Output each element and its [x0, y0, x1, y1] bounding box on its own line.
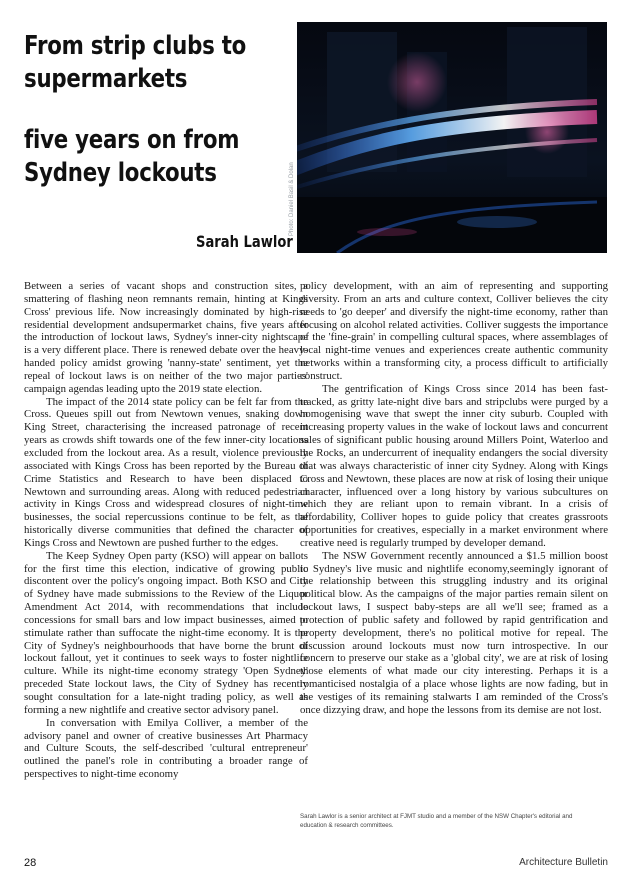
body-paragraph: In conversation with Emilya Colliver, a member of the advisory panel and owner of creative businesses Art Pharmacy and Culture Scouts, the self-described 'cultural entrepreneur' outlined the panel's role in contributing a broader range of perspectives to night-time economy — [24, 716, 308, 781]
title-line-1: From strip clubs to — [24, 31, 247, 61]
article-column-left — [24, 280, 308, 781]
author-byline: Sarah Lawlor — [196, 232, 293, 251]
article-column-right — [300, 280, 608, 717]
title-gap — [24, 96, 245, 124]
body-paragraph: The NSW Government recently announced a $1.5 million boost to Sydney's live music and nightlife economy,seemingly ignorant of the relationship between this struggling industry and its original political blow. As the campaigns of the major parties remain silent on lockout laws, I suspect baby-steps are all we'll see; framed as a protection of public safety and followed by rapid gentrification and property development, there's no political motive for repeal. The discussion around lockouts must now turn introspective. In our concern to preserve our stake as a 'global city', we are at risk of losing those elements of what made our city interesting. Perhaps it is a romanticised nostalgia of a place whose lights are now fading, but in the vestiges of its remaining stalwarts I am reminded of the Cross's once dizzying draw, and hope the lessons from its demise are not lost. — [300, 549, 608, 716]
body-paragraph: The impact of the 2014 state policy can be felt far from the Cross. Queues spill out from Newtown venues, snaking down King Street, characterising the increased patronage of recent years as crowds shift towards one of the few inner-city locations excluded from the lockout area. As a result, violence previously associated with Kings Cross has been reported by the Bureau of Crime Statistics and Research to have been displaced to Newtown and surrounding areas. Along with reduced pedestrian activity in Kings Cross and widespread closures of night-time businesses, the social repercussions continue to be felt, as the historically diverse communities that defined the character of Kings Cross and Newtown are pushed further to the edges. — [24, 395, 308, 549]
subtitle-line-1: five years on from — [24, 125, 240, 155]
body-paragraph: policy development, with an aim of representing and supporting diversity. From an arts and culture context, Colliver believes the city needs to 'go deeper' and diversify the night-time economy, rather than focusing on alcohol related activities. Colliver suggests the importance of the 'fine-grain' in compelling cultural spaces, where assemblages of local night-time venues and experiences create authentic community networks within a transforming city, a process difficult to artificially construct. — [300, 280, 608, 382]
body-paragraph: The gentrification of Kings Cross since 2014 has been fast-tracked, as gritty late-night dive bars and stripclubs were purged by a homogenising wave that swept the inner city suburb. Coupled with increasing property values in the wake of lockout laws and concurrent sales of significant public housing around Millers Point, Waterloo and the Rocks, an undercurrent of inequality endangers the social diversity that was always characteristic of inner city Sydney. Along with Kings Cross and Newtown, these places are now at risk of losing their unique character, influenced over a long history by various subcultures on which they are reliant upon to remain vibrant. In a crisis of affordability, Colliver hopes to guide policy that creates grassroots opportunities for creatives, especially in a market environment where creative need is regularly trumped by developer demand. — [300, 382, 608, 549]
title-line-2: supermarkets — [24, 64, 188, 94]
article-title — [24, 30, 245, 190]
author-bio: Sarah Lawlor is a senior architect at FJMT studio and a member of the NSW Chapter's editorial and education & research committees. — [300, 813, 573, 829]
body-paragraph: The Keep Sydney Open party (KSO) will appear on ballots for the first time this election, indicative of growing public discontent over the policy's ongoing impact. Both KSO and City of Sydney have made submissions to the Review of the Liquor Amendment Act 2014, with recommendations that include concessions for small bars and low impact businesses, aimed to stimulate rather than suffocate the night-time economy. It is the City of Sydney's neighbourhoods that have borne the brunt of lockout fallout, yet it continues to seek ways to foster nightlife culture. While its night-time economy strategy 'Open Sydney' preceded State lockout laws, the City of Sydney has recently sought consultation for a late-night trading policy, as well as forming a new nightlife and creative sector advisory panel. — [24, 549, 308, 716]
subtitle-line-2: Sydney lockouts — [24, 158, 217, 188]
photo-credit: Photo: Daniel Basil & Dolan — [289, 162, 295, 236]
body-paragraph: Between a series of vacant shops and construction sites, a smattering of flashing neon remnants remain, hinting at Kings Cross' previous life. Now increasingly dominated by high-rise residential development andsupermarket chains, five years after the introduction of lockout laws, Sydney's inner-city nightscape is a very different place. There is renewed debate over the heavy-handed policy amidst growing 'nanny-state' sentiment, yet the repeal of lockout laws is on neither of the two major parties' campaign agendas leading upto the 2019 state election. — [24, 280, 308, 395]
night-street-photo — [297, 22, 607, 253]
light-trail-image — [297, 22, 607, 253]
page-number: 28 — [24, 857, 37, 869]
publication-name: Architecture Bulletin — [519, 857, 608, 868]
